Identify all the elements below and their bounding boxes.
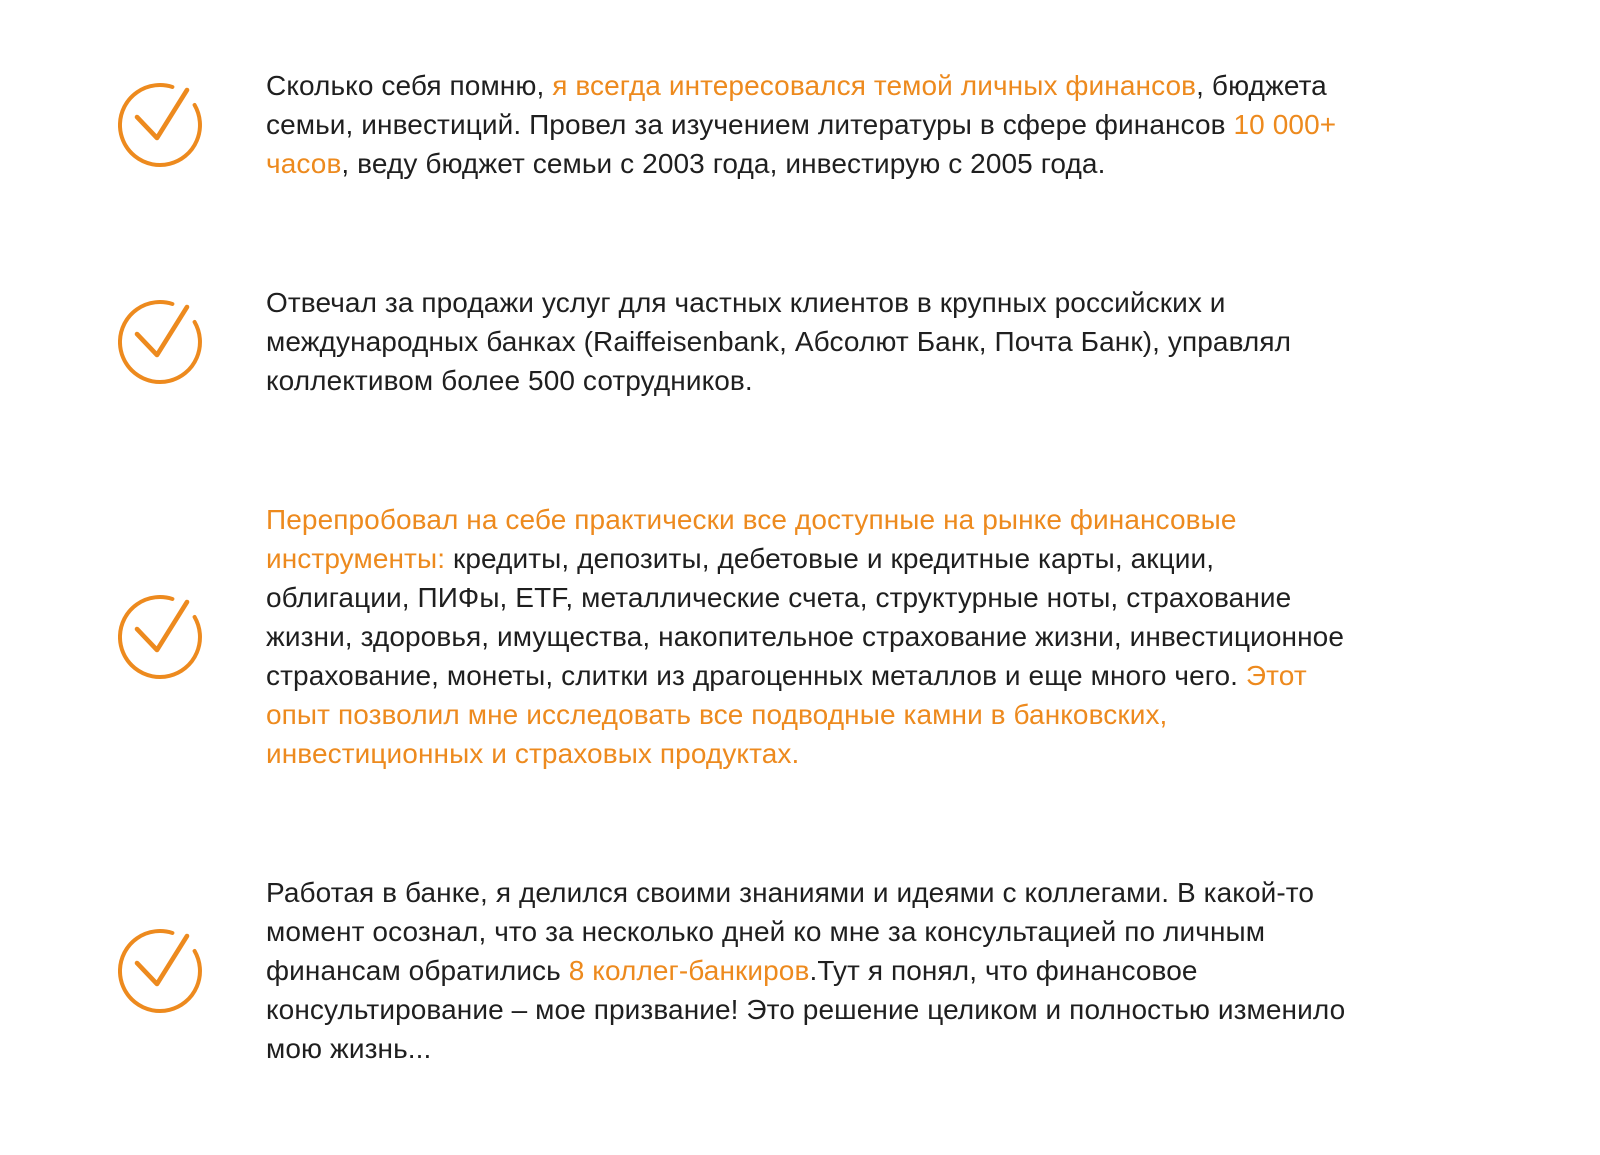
check-circle-icon — [118, 298, 206, 386]
accent-text-segment: 10 000+ часов — [266, 109, 1337, 179]
check-circle-icon — [118, 927, 206, 1015]
list-item — [118, 66, 1600, 183]
accent-text-segment: 8 коллег-банкиров — [568, 955, 810, 986]
text-segment: , бюджета семьи, инвестиций. Провел за изучением литературы в сфере финансов — [266, 70, 1327, 140]
list-item — [118, 283, 1600, 400]
list-item — [118, 500, 1600, 773]
accent-text-segment: Перепробовал на себе практически все доступные на рынке финансовые инструменты: — [266, 504, 1237, 574]
list-item — [118, 873, 1600, 1068]
check-circle-icon — [118, 593, 206, 681]
text-segment: , веду бюджет семьи с 2003 года, инвестирую с 2005 года. — [341, 148, 1106, 179]
text-segment: Отвечал за продажи услуг для частных клиентов в крупных российских и международных банках (Raiffeisenbank, Абсолют Банк, Почта Банк), управлял коллективом более 500 сотрудников. — [266, 287, 1292, 396]
feature-paragraph — [266, 66, 1352, 183]
check-circle-icon — [118, 81, 206, 169]
accent-text-segment: Этот опыт позволил мне исследовать все подводные камни в банковских, инвестиционных и страховых продуктах. — [266, 660, 1307, 769]
text-segment: Работая в банке, я делился своими знаниями и идеями с коллегами. В какой-то момент осознал, что за несколько дней ко мне за консультацией по личным финансам обратились — [266, 877, 1315, 986]
feature-paragraph — [266, 873, 1352, 1068]
accent-text-segment: я всегда интересовался темой личных финансов — [552, 70, 1197, 101]
text-segment: кредиты, депозиты, дебетовые и кредитные карты, акции, облигации, ПИФы, ETF, металлические счета, структурные ноты, страхование жизни, здоровья, имущества, накопительное страхование жизни, инвестиционное страхование, монеты, слитки из драгоценных металлов и еще много чего. — [266, 543, 1344, 691]
feature-paragraph — [266, 500, 1352, 773]
text-segment: Сколько себя помню, — [266, 70, 553, 101]
feature-paragraph — [266, 283, 1352, 400]
text-segment: .Тут я понял, что финансовое консультирование – мое призвание! Это решение целиком и полностью изменило мою жизнь... — [266, 955, 1346, 1064]
